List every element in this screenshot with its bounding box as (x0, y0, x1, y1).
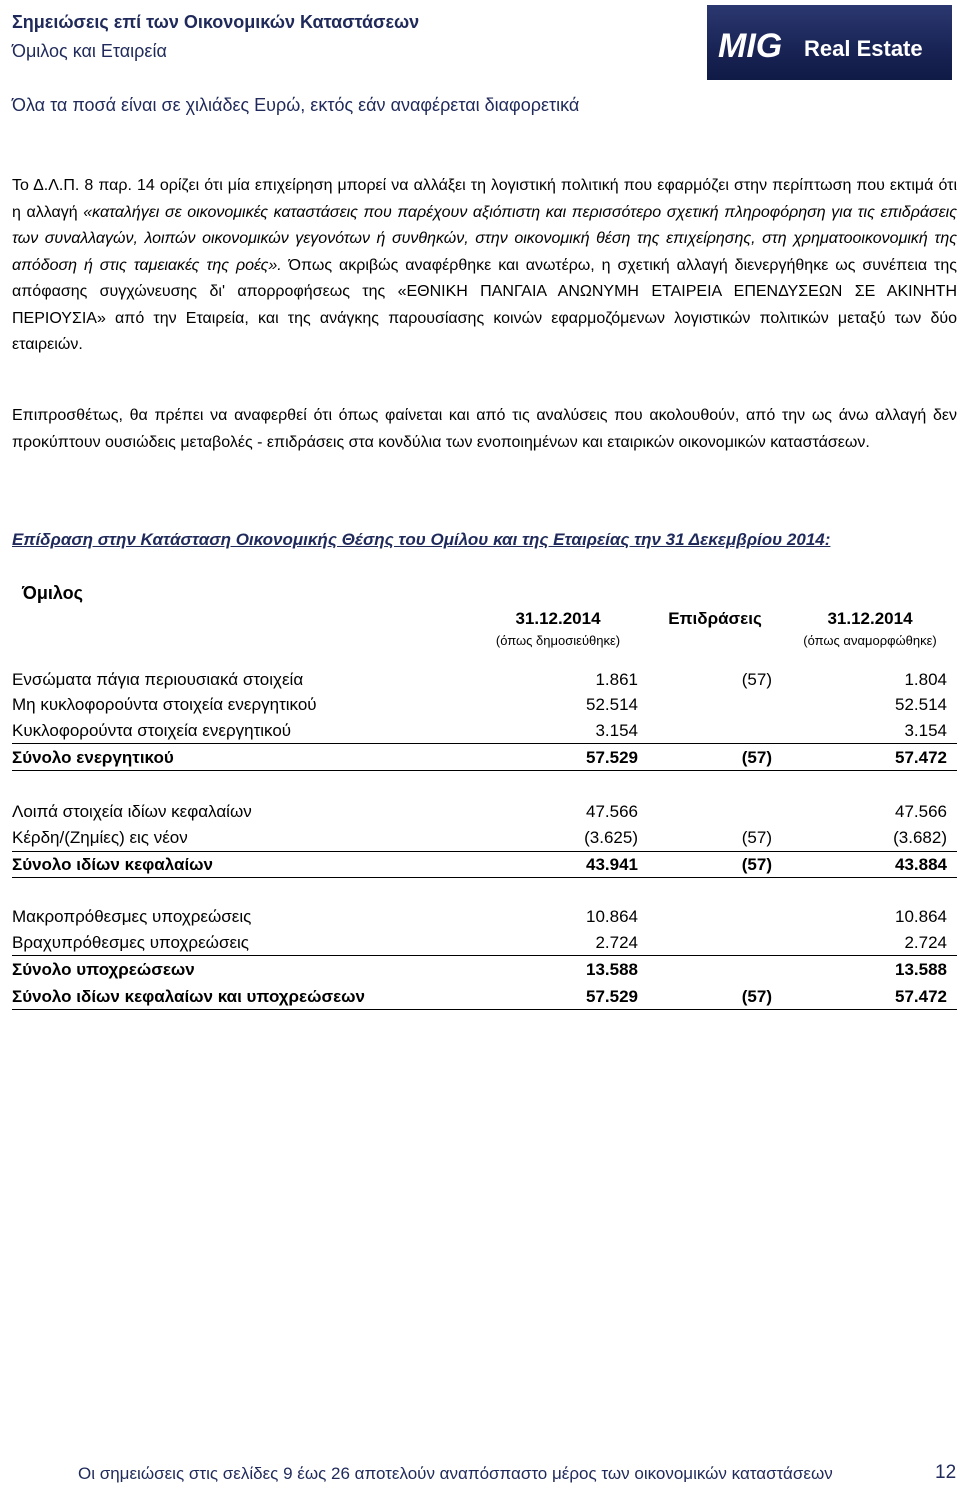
table-rule (12, 743, 957, 744)
group-label: Όμιλος (22, 583, 84, 603)
section-heading: Επίδραση στην Κατάσταση Οικονομικής Θέσης του Ομίλου και της Εταιρείας την 31 Δεκεμβρίου 2014: (12, 530, 831, 549)
svg-text:MIG: MIG (718, 26, 783, 65)
page-number: 12 (935, 1462, 957, 1483)
table-row: Κέρδη/(Ζημίες) εις νέον (3.625) (57) (3.682) (12, 828, 947, 847)
column-header-restated: 31.12.2014 (827, 609, 913, 628)
table-row-total: Σύνολο ενεργητικού 57.529 (57) 57.472 (12, 748, 947, 767)
table-rule (12, 770, 957, 771)
document-subtitle: Όμιλος και Εταιρεία (12, 41, 167, 61)
table-row-total: Σύνολο ιδίων κεφαλαίων 43.941 (57) 43.884 (12, 855, 947, 874)
footer-note: Οι σημειώσεις στις σελίδες 9 έως 26 αποτελούν αναπόσπαστο μέρος των οικονομικών καταστάσεων (78, 1464, 833, 1483)
table-row: Ενσώματα πάγια περιουσιακά στοιχεία 1.861 (57) 1.804 (12, 670, 947, 689)
table-row: Κυκλοφορούντα στοιχεία ενεργητικού 3.154 3.154 (12, 721, 947, 740)
table-row: Βραχυπρόθεσμες υποχρεώσεις 2.724 2.724 (12, 933, 947, 952)
amounts-note: Όλα τα ποσά είναι σε χιλιάδες Ευρώ, εκτός εάν αναφέρεται διαφορετικά (12, 95, 580, 115)
svg-text:Real Estate: Real Estate (804, 35, 923, 61)
column-header-effects: Επιδράσεις (668, 609, 762, 628)
column-subheader-restated: (όπως αναμορφώθηκε) (803, 633, 937, 648)
document-title: Σημειώσεις επί των Οικονομικών Καταστάσεων (12, 12, 420, 32)
column-header-published: 31.12.2014 (515, 609, 601, 628)
impact-paragraph: Επιπροσθέτως, θα πρέπει να αναφερθεί ότι όπως φαίνεται και από τις αναλύσεις που ακολουθούν, από την ως άνω αλλαγή δεν προκύπτουν ουσιώδεις μεταβολές - επιδράσεις στα κονδύλια των ενοποιημένων και εταιρικών οικονομικών καταστάσεων. (12, 407, 957, 451)
policy-change-paragraph: Το Δ.Λ.Π. 8 παρ. 14 ορίζει ότι μία επιχείρηση μπορεί να αλλάξει τη λογιστική πολιτική που εφαρμόζει στην περίπτωση που εκτιμά ότι η αλλαγή «καταλήγει σε οικονομικές καταστάσεις που παρέχουν αξιόπιστη και περισσότερο σχετική πληροφόρηση για τις επιδράσεις των συναλλαγών, λοιπών οικονομικών γεγονότων ή συνθηκών, στην οικονομική θέση της επιχείρησης, στη χρηματοοικονομική της απόδοση ή στις ταμειακές της ροές». Όπως ακριβώς αναφέρθηκε και ανωτέρω, η σχετική αλλαγή διενεργήθηκε ως συνέπεια της απόφασης συγχώνευσης δι' απορροφήσεως της «ΕΘΝΙΚΗ ΠΑΝΓΑΙΑ ΑΝΩΝΥΜΗ ΕΤΑΙΡΕΙΑ ΕΠΕΝΔΥΣΕΩΝ ΣΕ ΑΚΙΝΗΤΗ ΠΕΡΙΟΥΣΙΑ» από την Εταιρεία, και της ανάγκης παρουσίασης κοινών εφαρμοζόμενων λογιστικών πολιτικών μεταξύ των δύο εταιρειών. (12, 177, 958, 353)
table-rule (12, 877, 957, 878)
table-row: Λοιπά στοιχεία ιδίων κεφαλαίων 47.566 47.566 (12, 802, 947, 821)
company-logo (707, 5, 952, 80)
table-row-total: Σύνολο ιδίων κεφαλαίων και υποχρεώσεων 57.529 (57) 57.472 (12, 987, 947, 1006)
table-row: Μακροπρόθεσμες υποχρεώσεις 10.864 10.864 (12, 907, 947, 926)
table-row: Μη κυκλοφορούντα στοιχεία ενεργητικού 52.514 52.514 (12, 695, 947, 714)
table-rule (12, 851, 957, 852)
table-rule (12, 1009, 957, 1010)
table-rule (12, 955, 957, 956)
table-row-total: Σύνολο υποχρεώσεων 13.588 13.588 (12, 960, 947, 979)
column-subheader-published: (όπως δημοσιεύθηκε) (495, 633, 621, 648)
